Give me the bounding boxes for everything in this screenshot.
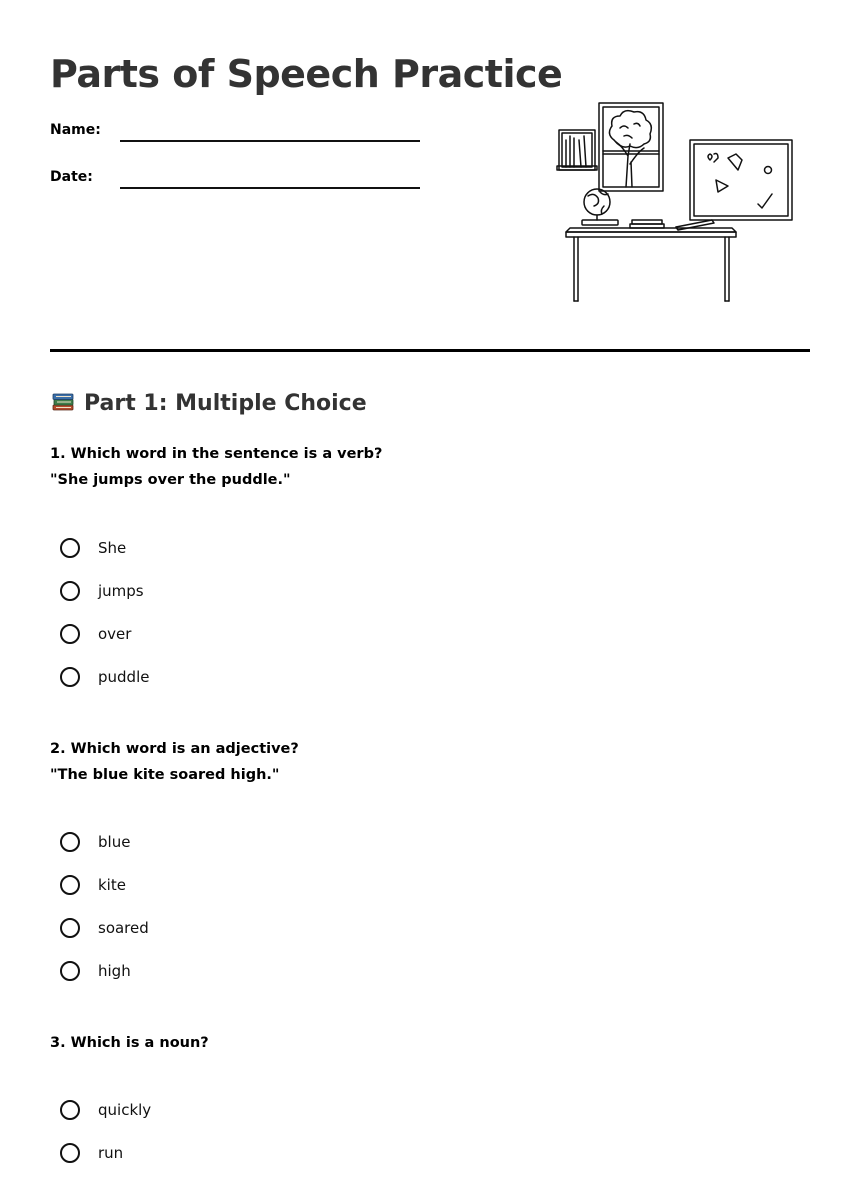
option-label: jumps xyxy=(98,582,144,600)
window-tree-icon xyxy=(599,103,663,191)
option-label: soared xyxy=(98,919,149,937)
option-label: quickly xyxy=(98,1101,152,1119)
name-field xyxy=(50,118,430,146)
bulletin-board-icon xyxy=(690,140,792,220)
books-icon xyxy=(50,388,76,414)
radio-button[interactable] xyxy=(60,1100,80,1120)
date-input-line[interactable] xyxy=(120,187,420,189)
question-1-prompt: 1. Which word in the sentence is a verb? xyxy=(50,446,383,462)
page-title: Parts of Speech Practice xyxy=(50,52,563,96)
radio-button[interactable] xyxy=(60,1143,80,1163)
classroom-desk-illustration xyxy=(552,96,800,308)
radio-button[interactable] xyxy=(60,961,80,981)
radio-button[interactable] xyxy=(60,624,80,644)
date-field xyxy=(50,165,430,193)
option-label: run xyxy=(98,1144,124,1162)
question-1-sentence: "She jumps over the puddle." xyxy=(50,472,291,488)
radio-button[interactable] xyxy=(60,875,80,895)
globe-icon xyxy=(582,189,618,225)
desk-icon xyxy=(566,228,736,301)
name-label: Name: xyxy=(50,122,101,138)
question-2-prompt: 2. Which word is an adjective? xyxy=(50,741,299,757)
question-2-sentence: "The blue kite soared high." xyxy=(50,767,280,783)
part1-heading-text: Part 1: Multiple Choice xyxy=(84,391,367,416)
option-label: kite xyxy=(98,876,126,894)
stacked-books-icon xyxy=(630,220,664,228)
radio-button[interactable] xyxy=(60,918,80,938)
name-input-line[interactable] xyxy=(120,140,420,142)
question-2 xyxy=(50,736,299,788)
radio-button[interactable] xyxy=(60,581,80,601)
option-label: over xyxy=(98,625,132,643)
header-divider xyxy=(50,349,810,352)
question-3-prompt: 3. Which is a noun? xyxy=(50,1035,209,1051)
date-label: Date: xyxy=(50,169,93,185)
radio-button[interactable] xyxy=(60,832,80,852)
bookshelf-icon xyxy=(557,130,597,170)
radio-button[interactable] xyxy=(60,667,80,687)
option-label: high xyxy=(98,962,131,980)
option-label: blue xyxy=(98,833,131,851)
radio-button[interactable] xyxy=(60,538,80,558)
option-label: puddle xyxy=(98,668,150,686)
question-3 xyxy=(50,1030,209,1056)
question-1 xyxy=(50,441,382,493)
option-label: She xyxy=(98,539,127,557)
part1-heading xyxy=(50,388,367,420)
